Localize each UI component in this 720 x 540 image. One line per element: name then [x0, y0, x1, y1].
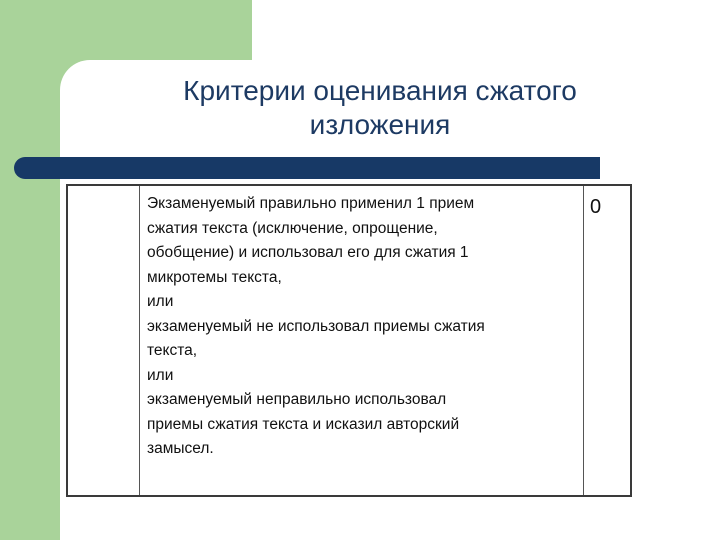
criteria-line: или	[147, 293, 174, 310]
criteria-table	[66, 184, 632, 497]
title-line-1: Критерии оценивания сжатого	[183, 75, 577, 106]
criteria-line: обобщение) и использовал его для сжатия 1	[147, 244, 469, 261]
slide-title	[100, 74, 660, 142]
column-divider-left	[139, 186, 140, 495]
criteria-line: сжатия текста (исключение, опрощение,	[147, 219, 438, 237]
criteria-line: приемы сжатия текста и исказил авторский	[147, 415, 460, 433]
column-divider-right	[583, 186, 584, 495]
criteria-line: Экзаменуемый правильно применил 1 прием	[147, 195, 475, 212]
criteria-line: микротемы текста,	[147, 268, 282, 286]
criteria-line: экзаменуемый не использовал приемы сжатия	[147, 317, 485, 335]
criteria-cell	[147, 192, 577, 462]
criteria-line: замысел.	[147, 440, 214, 457]
criteria-line: или	[147, 366, 174, 384]
criteria-line: экзаменуемый неправильно использовал	[147, 391, 447, 408]
score-cell: 0	[590, 196, 602, 218]
title-underline-bar	[14, 157, 600, 179]
title-line-2: изложения	[309, 109, 451, 140]
criteria-line: текста,	[147, 342, 198, 359]
